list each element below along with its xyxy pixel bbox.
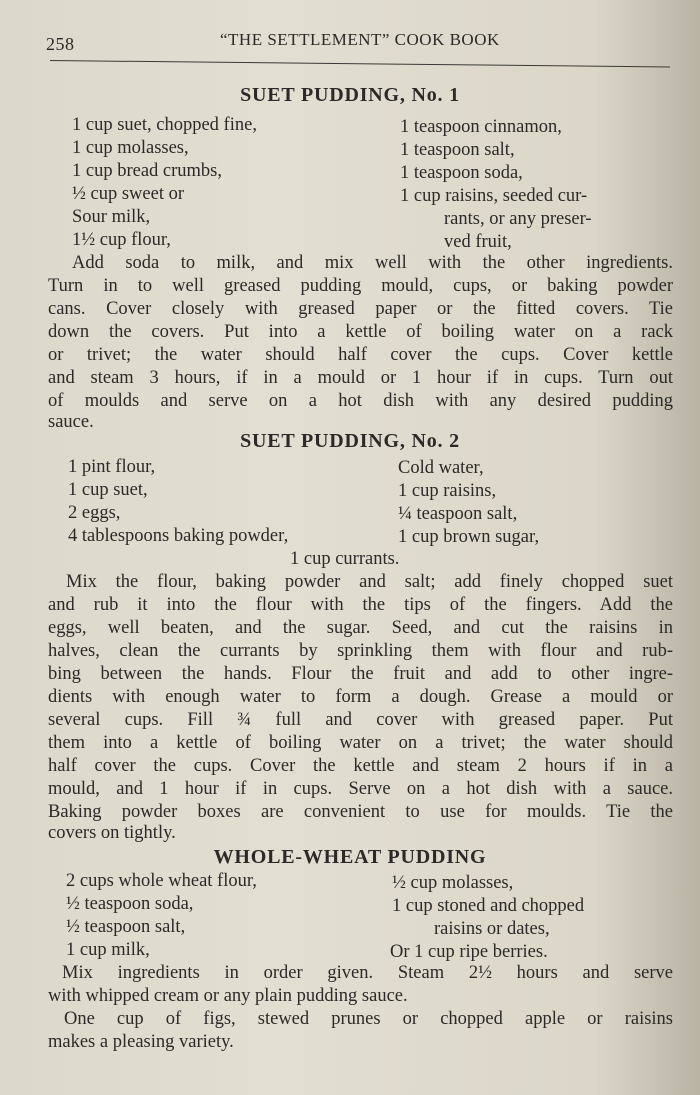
directions-line: and rub it into the flour with the tips of the fingers. Add the [48, 595, 673, 615]
directions-line: or trivet; the water should half cover the cups. Cover kettle [48, 345, 673, 365]
directions-line: Baking powder boxes are convenient to use for moulds. Tie the [48, 802, 673, 822]
ingredient-line: 1 cup brown sugar, [398, 527, 540, 547]
directions-line: down the covers. Put into a kettle of boiling water on a rack [48, 322, 673, 342]
directions-line: several cups. Fill ¾ full and cover with greased paper. Put [48, 710, 673, 730]
ingredient-line: 1 cup suet, chopped fine, [72, 115, 257, 135]
ingredient-line: ½ teaspoon salt, [66, 917, 186, 937]
note-line: makes a pleasing variety. [48, 1032, 234, 1052]
ingredient-line: 1 cup molasses, [72, 138, 189, 158]
directions-line: them into a kettle of boiling water on a trivet; the water should [48, 733, 673, 753]
directions-line: with whipped cream or any plain pudding sauce. [48, 986, 408, 1006]
note-line: One cup of figs, stewed prunes or chopped apple or raisins [64, 1009, 673, 1029]
ingredient-line: Sour milk, [72, 207, 151, 227]
ingredient-line: 1 teaspoon cinnamon, [400, 117, 562, 137]
header-rule [50, 60, 670, 67]
directions-line: sauce. [48, 412, 94, 432]
directions-line: Mix ingredients in order given. Steam 2½ hours and serve [62, 963, 673, 983]
directions-line: Turn in to well greased pudding mould, cups, or baking powder [48, 276, 673, 296]
page-number: 258 [46, 34, 75, 54]
ingredient-line: 1 cup stoned and chopped [392, 896, 585, 916]
recipe-title-suet-pudding-2: SUET PUDDING, No. 2 [240, 430, 460, 452]
ingredient-line: 1 cup bread crumbs, [72, 161, 223, 181]
ingredient-line: 1 cup raisins, seeded cur- [400, 186, 588, 206]
directions-line: and steam 3 hours, if in a mould or 1 hour if in cups. Turn out [48, 368, 673, 388]
recipe-title-whole-wheat-pudding: WHOLE-WHEAT PUDDING [213, 846, 487, 868]
ingredient-line: ½ teaspoon soda, [66, 894, 194, 914]
directions-line: cans. Cover closely with greased paper or the fitted covers. Tie [48, 299, 673, 319]
ingredient-line: ½ cup molasses, [392, 873, 514, 893]
ingredient-line: 1 cup milk, [66, 940, 150, 960]
directions-line: bing between the hands. Flour the fruit and add to other ingre- [48, 664, 673, 684]
recipe-title-suet-pudding-1: SUET PUDDING, No. 1 [240, 84, 460, 106]
ingredient-line: 1 cup currants. [290, 549, 400, 569]
directions-line: Add soda to milk, and mix well with the other ingredients. [72, 253, 673, 273]
ingredient-line: rants, or any preser- [444, 209, 592, 229]
directions-line: half cover the cups. Cover the kettle and steam 2 hours if in a [48, 756, 673, 776]
directions-line: halves, clean the currants by sprinkling them with flour and rub- [48, 641, 673, 661]
ingredient-line: Or 1 cup ripe berries. [390, 942, 548, 962]
running-title: “THE SETTLEMENT” COOK BOOK [220, 30, 500, 49]
directions-line: Mix the flour, baking powder and salt; add finely chopped suet [66, 572, 673, 592]
page-header [46, 30, 670, 54]
ingredient-line: 1 teaspoon soda, [400, 163, 523, 183]
ingredient-line: 1 teaspoon salt, [400, 140, 515, 160]
directions-line: of moulds and serve on a hot dish with any desired pudding [48, 391, 673, 411]
ingredient-line: ved fruit, [444, 232, 512, 252]
ingredient-line: 2 cups whole wheat flour, [66, 871, 257, 891]
ingredient-line: Cold water, [398, 458, 484, 478]
ingredient-line: 1 cup suet, [68, 480, 148, 500]
directions-line: covers on tightly. [48, 823, 176, 843]
ingredient-line: 1 cup raisins, [398, 481, 497, 501]
ingredient-line: ¼ teaspoon salt, [398, 504, 518, 524]
ingredient-line: raisins or dates, [434, 919, 550, 939]
directions-line: dients with enough water to form a dough. Grease a mould or [48, 687, 673, 707]
ingredient-line: 4 tablespoons baking powder, [68, 526, 289, 546]
directions-line: eggs, well beaten, and the sugar. Seed, and cut the raisins in [48, 618, 673, 638]
ingredient-line: 1½ cup flour, [72, 230, 171, 250]
ingredient-line: 1 pint flour, [68, 457, 156, 477]
ingredient-line: 2 eggs, [68, 503, 121, 523]
directions-line: mould, and 1 hour if in cups. Serve on a hot dish with a sauce. [48, 779, 673, 799]
ingredient-line: ½ cup sweet or [72, 184, 184, 204]
